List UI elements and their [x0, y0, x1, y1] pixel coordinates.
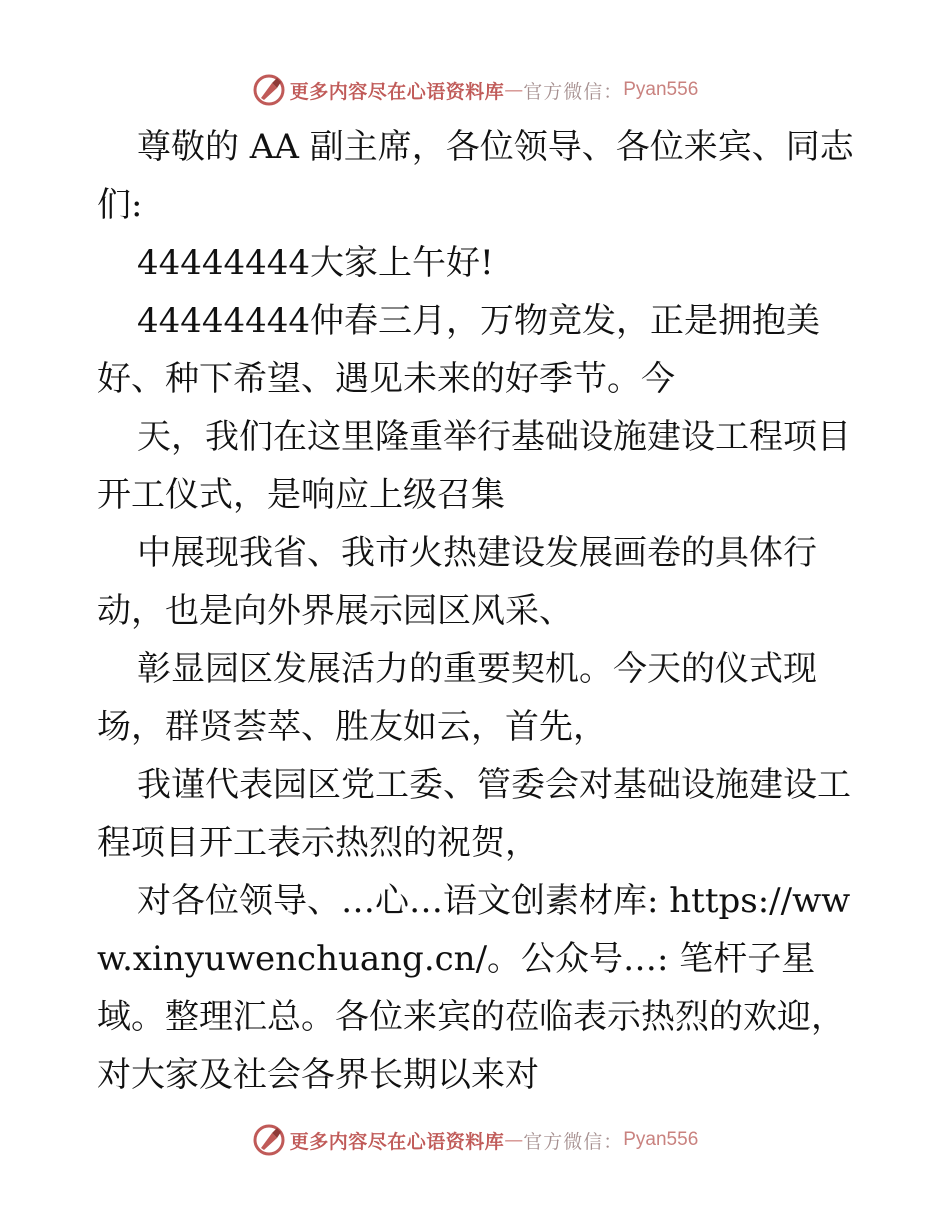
paragraph-ceremony: 天，我们在这里隆重举行基础设施建设工程项目开工仪式，是响应上级召集: [97, 417, 851, 515]
footer-official-label: 官方微信：: [523, 1130, 624, 1153]
paragraph-congratulation: 我谨代表园区党工委、管委会对基础设施建设工程项目开工表示热烈的祝贺，: [97, 765, 851, 863]
paragraph-greeting: 44444444大家上午好!: [137, 243, 494, 283]
header-watermark: [0, 70, 950, 110]
paragraph-occasion: 彰显园区发展活力的重要契机。今天的仪式现场，群贤荟萃、胜友如云，首先，: [97, 649, 817, 747]
footer-watermark: [0, 1120, 950, 1160]
footer-separator: —: [504, 1129, 524, 1151]
pen-nib-logo-icon: [252, 1123, 286, 1157]
document-body: [97, 118, 867, 1104]
footer-account: Pyan556: [623, 1129, 699, 1150]
paragraph-salutation: 尊敬的 AA 副主席，各位领导、各位来宾、同志们:: [97, 127, 854, 225]
pen-nib-logo-icon: [252, 73, 286, 107]
header-account: Pyan556: [623, 79, 699, 100]
header-official-label: 官方微信：: [523, 80, 624, 103]
paragraph-showcase: 中展现我省、我市火热建设发展画卷的具体行动，也是向外界展示园区风采、: [97, 533, 817, 631]
header-separator: —: [504, 79, 524, 101]
footer-brand: 更多内容尽在心语资料库: [289, 1130, 505, 1153]
header-brand: 更多内容尽在心语资料库: [289, 80, 505, 103]
paragraph-season: 44444444仲春三月，万物竞发，正是拥抱美好、种下希望、遇见未来的好季节。今: [97, 301, 821, 399]
paragraph-welcome: 对各位领导、…心…语文创素材库: https://www.xinyuwenchuang.cn/。公众号…: 笔杆子星域。整理汇总。各位来宾的莅临表示热烈的欢迎，对大家及社会各界长期以来对: [97, 881, 851, 1095]
